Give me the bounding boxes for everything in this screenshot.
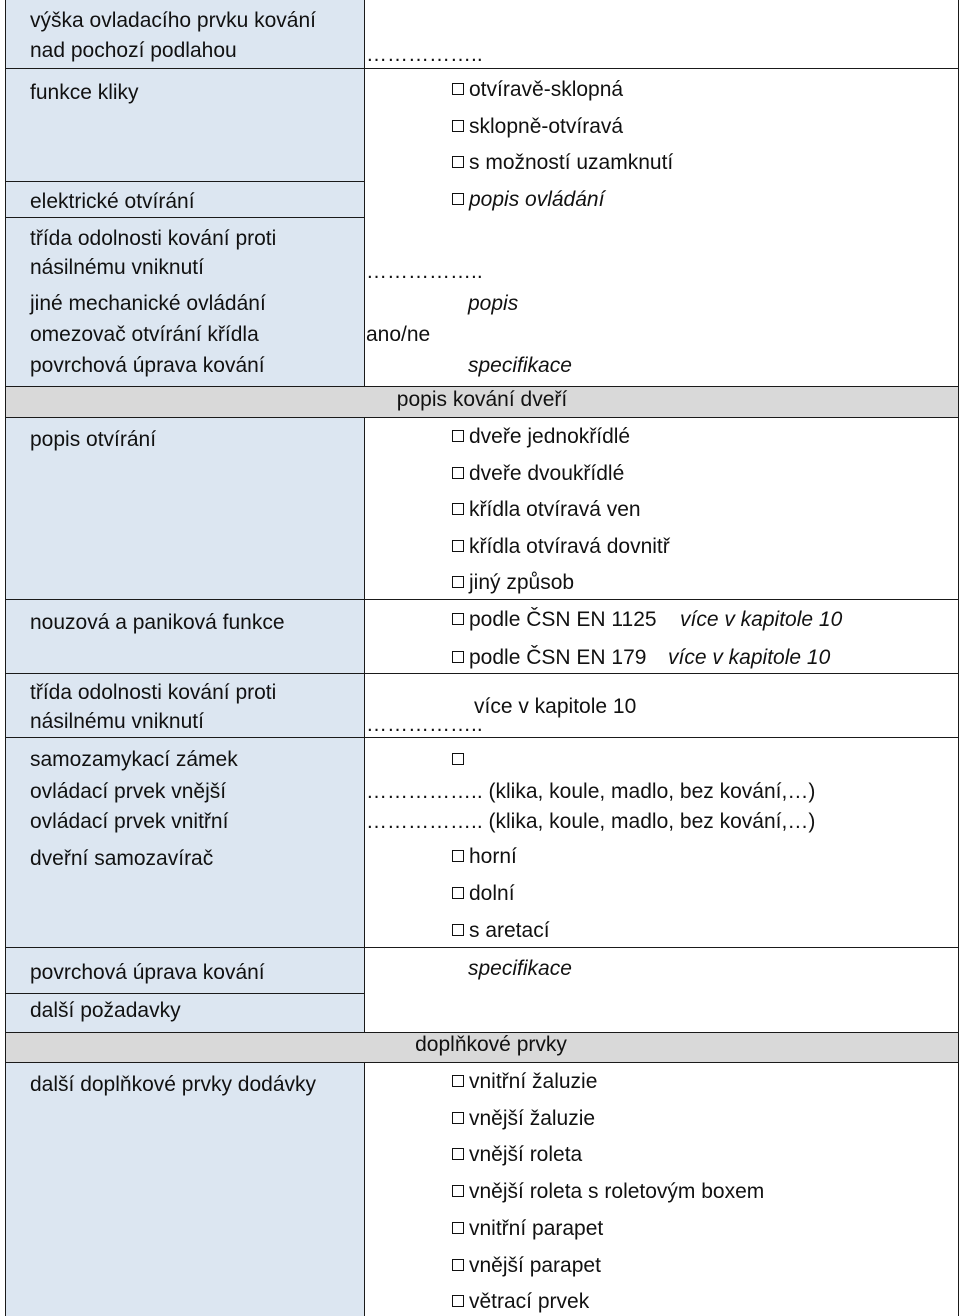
checkbox-option[interactable]: vnější žaluzie (452, 1104, 595, 1133)
row-divider (6, 181, 364, 182)
label-column-background (6, 1062, 364, 1316)
reference-note: více v kapitole 10 (474, 695, 637, 718)
checkbox-icon[interactable] (452, 1185, 464, 1197)
checkbox-icon[interactable] (452, 120, 464, 132)
section-title: popis kování dveří (396, 388, 568, 411)
section-title: doplňkové prvky (415, 1033, 567, 1056)
row-label: omezovač otvírání křídla (30, 323, 259, 346)
row-label: násilnému vniknutí (30, 710, 204, 733)
column-divider (364, 1062, 365, 1316)
row-label: násilnému vniknutí (30, 256, 204, 279)
row-label: další doplňkové prvky dodávky (30, 1073, 316, 1096)
reference-note: více v kapitole 10 (668, 646, 831, 669)
checkbox-icon[interactable] (452, 1259, 464, 1271)
checkbox-option[interactable]: sklopně-otvíravá (452, 112, 623, 141)
checkbox-icon[interactable] (452, 1112, 464, 1124)
row-divider (6, 673, 958, 674)
row-label: funkce kliky (30, 81, 139, 104)
checkbox-option[interactable]: otvíravě-sklopná (452, 75, 623, 104)
selflock-checkbox[interactable] (452, 745, 469, 774)
checkbox-option[interactable]: podle ČSN EN 179 (452, 643, 646, 672)
checkbox-icon[interactable] (452, 83, 464, 95)
value-hint[interactable]: specifikace (468, 957, 572, 980)
checkbox-icon[interactable] (452, 576, 464, 588)
row-label: ovládací prvek vnitřní (30, 810, 229, 833)
table-border-right (958, 0, 959, 1316)
value-placeholder[interactable]: …………….. (366, 260, 483, 283)
checkbox-option[interactable]: vnější parapet (452, 1251, 601, 1280)
checkbox-option[interactable]: popis ovládání (452, 185, 604, 214)
checkbox-icon[interactable] (452, 193, 464, 205)
checkbox-option[interactable]: dolní (452, 879, 515, 908)
column-divider (364, 417, 365, 1032)
checkbox-option[interactable]: křídla otvíravá dovnitř (452, 532, 670, 561)
value-placeholder[interactable]: …………….. (366, 43, 483, 66)
value-placeholder[interactable]: …………….. (klika, koule, madlo, bez kování,…) (366, 810, 816, 833)
table-border-left (5, 0, 6, 1316)
value-placeholder[interactable]: …………….. (366, 713, 483, 736)
row-label: třída odolnosti kování proti (30, 681, 277, 704)
row-label: nouzová a paniková funkce (30, 611, 285, 634)
checkbox-icon[interactable] (452, 887, 464, 899)
checkbox-icon[interactable] (452, 1148, 464, 1160)
checkbox-option[interactable]: vnitřní žaluzie (452, 1067, 597, 1096)
value-placeholder[interactable]: …………….. (klika, koule, madlo, bez kování,…) (366, 780, 816, 803)
row-label: povrchová úprava kování (30, 961, 265, 984)
row-label: výška ovladacího prvku kování (30, 9, 316, 32)
checkbox-icon[interactable] (452, 1295, 464, 1307)
row-divider (6, 993, 364, 994)
row-divider (6, 217, 364, 218)
value-hint[interactable]: specifikace (468, 354, 572, 377)
checkbox-option[interactable]: dveře dvoukřídlé (452, 459, 624, 488)
checkbox-icon[interactable] (452, 651, 464, 663)
reference-note: více v kapitole 10 (680, 608, 843, 631)
row-divider (6, 417, 958, 418)
checkbox-option[interactable]: vnitřní parapet (452, 1214, 603, 1243)
checkbox-icon[interactable] (452, 1222, 464, 1234)
column-divider (364, 0, 365, 386)
row-divider (6, 599, 958, 600)
row-label: samozamykací zámek (30, 748, 238, 771)
row-label: další požadavky (30, 999, 181, 1022)
checkbox-icon[interactable] (452, 156, 464, 168)
row-label: popis otvírání (30, 428, 157, 451)
checkbox-icon[interactable] (452, 924, 464, 936)
checkbox-option[interactable]: vnější roleta s roletovým boxem (452, 1177, 764, 1206)
value-hint[interactable]: popis (468, 292, 519, 315)
checkbox-icon[interactable] (452, 430, 464, 442)
row-label: elektrické otvírání (30, 190, 195, 213)
checkbox-icon[interactable] (452, 467, 464, 479)
row-divider (6, 947, 958, 948)
checkbox-icon[interactable] (452, 850, 464, 862)
value-hint[interactable]: ano/ne (366, 323, 431, 346)
checkbox-option[interactable]: podle ČSN EN 1125 (452, 605, 657, 634)
checkbox-icon[interactable] (452, 613, 464, 625)
row-label: povrchová úprava kování (30, 354, 265, 377)
checkbox-icon[interactable] (452, 753, 464, 765)
checkbox-icon[interactable] (452, 503, 464, 515)
checkbox-option[interactable]: horní (452, 842, 517, 871)
row-label: nad pochozí podlahou (30, 39, 237, 62)
checkbox-option[interactable]: dveře jednokřídlé (452, 422, 630, 451)
checkbox-icon[interactable] (452, 540, 464, 552)
checkbox-icon[interactable] (452, 1075, 464, 1087)
checkbox-option[interactable]: vnější roleta (452, 1140, 582, 1169)
checkbox-option[interactable]: křídla otvíravá ven (452, 495, 641, 524)
row-label: ovládací prvek vnější (30, 780, 227, 803)
checkbox-option[interactable]: s aretací (452, 916, 550, 945)
row-divider (6, 1062, 958, 1063)
row-label: třída odolnosti kování proti (30, 227, 277, 250)
checkbox-option[interactable]: větrací prvek (452, 1287, 589, 1316)
checkbox-option[interactable]: jiný způsob (452, 568, 574, 597)
row-label: jiné mechanické ovládání (30, 292, 266, 315)
row-label: dveřní samozavírač (30, 847, 214, 870)
checkbox-option[interactable]: s možností uzamknutí (452, 148, 673, 177)
